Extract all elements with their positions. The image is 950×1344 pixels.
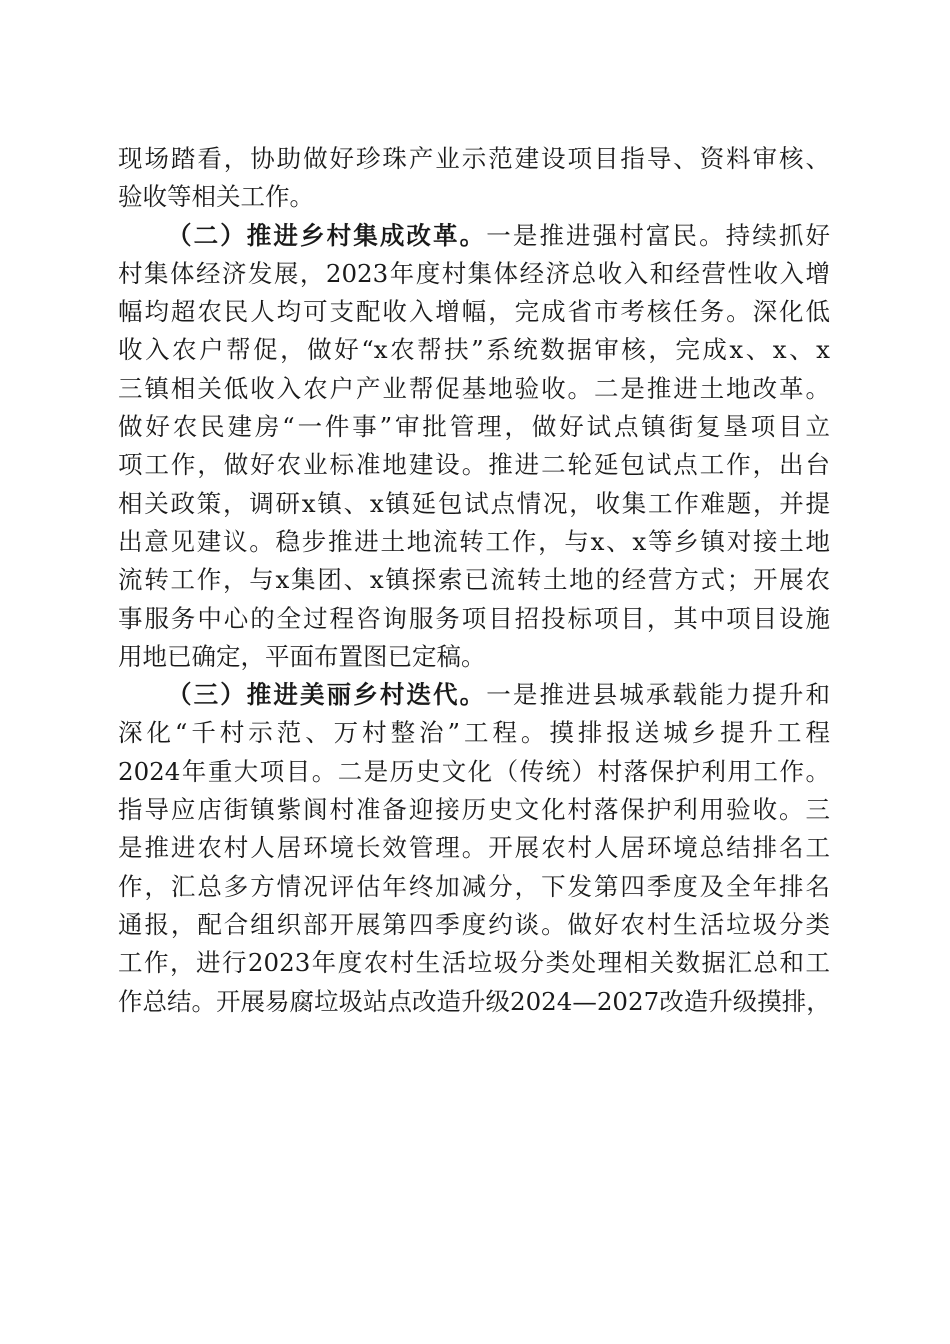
text-line: 幅均超农民人均可支配收入增幅，完成省市考核任务。深化低 [118,297,830,327]
text-line: 村集体经济发展，2023年度村集体经济总收入和经营性收入增 [118,258,830,288]
paragraph-continuation [118,140,830,217]
text-line: 2024年重大项目。二是历史文化（传统）村落保护利用工作。 [118,756,830,786]
text-line: 用地已确定，平面布置图已定稿。 [118,641,486,671]
text-line: 作，汇总多方情况评估年终加减分，下发第四季度及全年排名 [118,871,830,901]
text-line: 出意见建议。稳步推进土地流转工作，与x、x等乡镇对接土地 [118,526,830,556]
text-run: 一是推进县城承载能力提升和 [486,680,830,710]
text-line: 指导应店街镇紫阆村准备迎接历史文化村落保护利用验收。三 [118,795,830,825]
text-run: 一是推进强村富民。持续抓好 [486,220,830,250]
document-body [118,140,830,1021]
text-line: 是推进农村人居环境长效管理。开展农村人居环境总结排名工 [118,833,830,863]
text-line: 作总结。开展易腐垃圾站点改造升级2024—2027改造升级摸排， [118,986,831,1016]
text-line: 通报，配合组织部开展第四季度约谈。做好农村生活垃圾分类 [118,909,830,939]
text-line: 事服务中心的全过程咨询服务项目招投标项目，其中项目设施 [118,603,830,633]
text-line: 相关政策，调研x镇、x镇延包试点情况，收集工作难题，并提 [118,488,830,518]
text-line: 三镇相关低收入农户产业帮促基地验收。二是推进土地改革。 [118,373,830,403]
text-line: 收入农户帮促，做好“x农帮扶”系统数据审核，完成x、x、x [118,335,830,365]
section-heading: （三）推进美丽乡村迭代。 [167,680,487,710]
text-line: 深化“千村示范、万村整治”工程。摸排报送城乡提升工程 [118,718,830,748]
paragraph-beautiful-village [118,676,830,1021]
text-line: 做好农民建房“一件事”审批管理，做好试点镇街复垦项目立 [118,412,830,442]
paragraph-rural-reform [118,217,830,677]
text-line: 现场踏看，协助做好珍珠产业示范建设项目指导、资料审核、 [118,144,830,173]
paragraph-first-line [118,217,830,255]
text-line: 项工作，做好农业标准地建设。推进二轮延包试点工作，出台 [118,450,830,480]
paragraph-first-line [118,676,830,714]
text-line: 验收等相关工作。 [118,182,314,212]
text-line: 工作，进行2023年度农村生活垃圾分类处理相关数据汇总和工 [118,948,830,978]
section-heading: （二）推进乡村集成改革。 [167,220,487,250]
text-line: 流转工作，与x集团、x镇探索已流转土地的经营方式；开展农 [118,565,830,595]
